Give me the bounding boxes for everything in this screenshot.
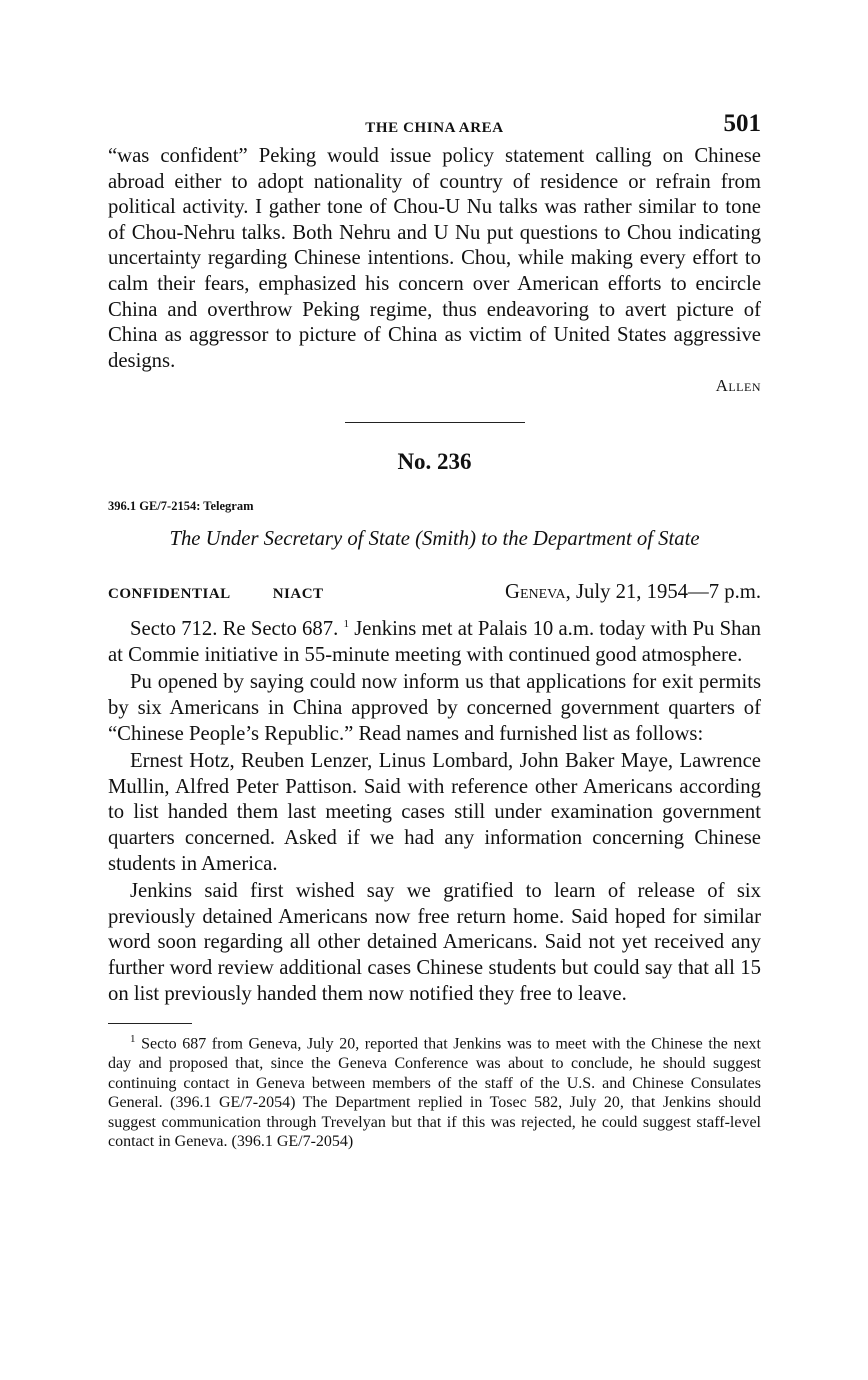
footnote xyxy=(108,1030,761,1152)
body-paragraph xyxy=(108,612,761,668)
footnote-reference[interactable]: 1 xyxy=(343,618,349,631)
date: , July 21, 1954—7 p.m. xyxy=(565,581,761,604)
signature-name: Allen xyxy=(715,376,761,396)
body-paragraph: Pu opened by saying could now inform us that applications for exit permits by six Americans in China approved by concerned government quarters of “Chinese People’s Republic.” Read names and furnished list as follows: xyxy=(108,671,761,745)
footnote-rule xyxy=(108,1023,192,1024)
page-number: 501 xyxy=(723,110,761,137)
body-paragraph: Jenkins said first wished say we gratified to learn of release of six previously detained Americans now free return home. Said hoped for similar word soon regarding all other detained Americans. Said not yet received any further word review additional cases Chinese students but could say that all 15 on list previously handed them now notified they free to leave. xyxy=(108,880,761,1005)
dateline xyxy=(108,581,761,604)
body-paragraph: Ernest Hotz, Reuben Lenzer, Linus Lombard, John Baker Maye, Lawrence Mullin, Alfred Peter Pattison. Said with reference other Americans according to list handed them last meeting cases still under examination government quarters concerned. Asked if we had any information concerning Chinese students in America. xyxy=(108,750,761,875)
document-page xyxy=(108,108,761,1152)
signature xyxy=(108,376,761,396)
file-reference: 396.1 GE/7-2154: Telegram xyxy=(108,499,254,514)
footnote-text: Secto 687 from Geneva, July 20, reported that Jenkins was to meet with the Chinese the next day and proposed that, since the Geneva Conference was about to conclude, he should suggest continuing contact in Geneva between members of the staff of the U.S. and Chinese Consulates General. (396.1 GE/7-2054) The Department replied in Tosec 582, July 20, that Jenkins should suggest communication through Trevelyan but that if this was rejected, he could suggest staff-level contact in Geneva. (396.1 GE/7-2054) xyxy=(108,1035,761,1151)
running-title: THE CHINA AREA xyxy=(365,120,504,136)
document-title: The Under Secretary of State (Smith) to the Department of State xyxy=(169,528,700,551)
running-header xyxy=(108,108,761,144)
paragraph-text-before-footnote: Secto 712. Re Secto 687. xyxy=(130,618,344,641)
precedence-label: NIACT xyxy=(272,586,324,603)
document-number: No. 236 xyxy=(397,449,472,475)
paragraph-text-after-footnote: Jenkins met at Palais 10 a.m. today with Pu Shan at Commie initiative in 55-minute meeting with continued good atmosphere. xyxy=(108,618,762,666)
section-divider xyxy=(345,422,525,423)
place: Geneva xyxy=(505,581,566,604)
continuation-paragraph: “was confident” Peking would issue policy statement calling on Chinese abroad either to adopt nationality of country of residence or refrain from political activity. I gather tone of Chou-U Nu talks was rather similar to tone of Chou-Nehru talks. Both Nehru and U Nu put questions to Chou indicating uncertainty regarding Chinese intentions. Chou, while making every effort to calm their fears, emphasized his concern over American efforts to encircle China and overthrow Peking regime, thus endeavoring to avert picture of China as aggressor to picture of China as victim of United States aggressive designs. xyxy=(108,145,761,372)
footnote-mark: 1 xyxy=(130,1033,136,1046)
classification-label: CONFIDENTIAL xyxy=(108,586,231,603)
place-and-date xyxy=(505,581,761,604)
